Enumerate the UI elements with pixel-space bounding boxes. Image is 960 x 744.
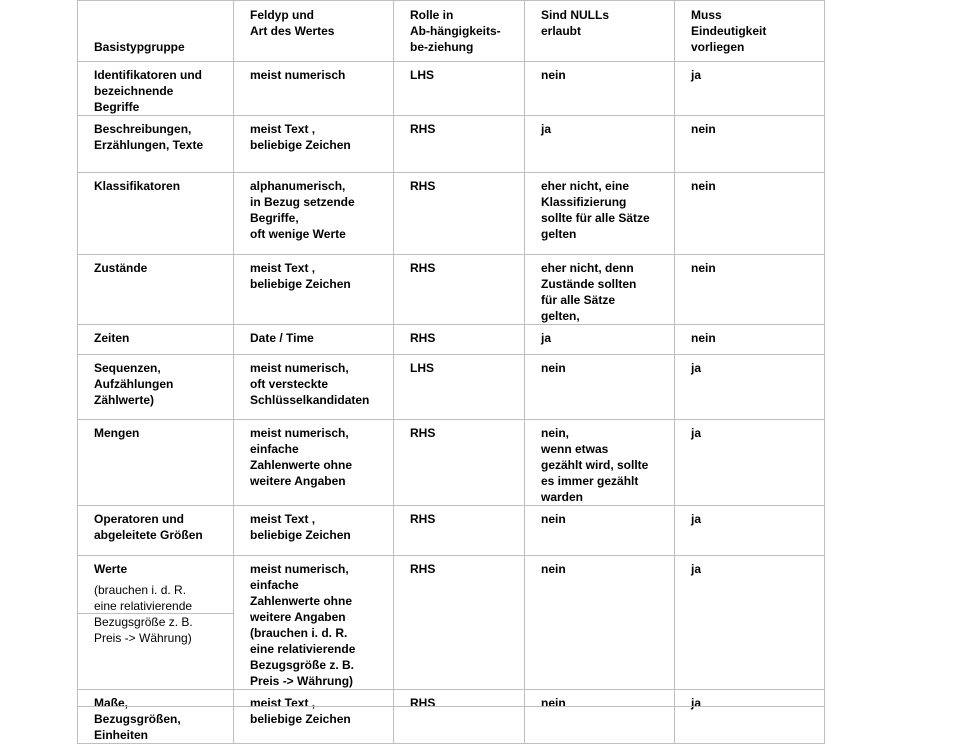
cell-text: nein	[691, 261, 716, 275]
cell-text: ja	[691, 696, 702, 710]
cell-text: weitere Angaben	[250, 610, 346, 624]
werte-note-part2: Bezugsgröße z. B. Preis -> Währung)	[94, 615, 193, 645]
header-basistypgruppe: Basistypgruppe	[78, 1, 234, 62]
cell-text: Schlüsselkandidaten	[250, 393, 370, 407]
nulls-cell	[525, 506, 675, 556]
cell-text: ja	[691, 562, 702, 576]
table-header-row	[78, 1, 825, 62]
cell-text: meist numerisch	[250, 68, 346, 82]
basistypgruppe-cell	[78, 116, 234, 173]
cell-text: Werte	[94, 562, 128, 576]
cell-text: meist Text ,	[250, 122, 316, 136]
cell-text: RHS	[410, 122, 436, 136]
cell-text: beliebige Zeichen	[250, 712, 351, 726]
cell-text: (brauchen i. d. R.	[250, 626, 348, 640]
table-bottom-rule	[77, 706, 824, 707]
cell-text: Zustände sollten	[541, 277, 637, 291]
cell-text: ja	[691, 426, 702, 440]
eindeutigkeit-cell	[675, 355, 825, 420]
cell-text: meist numerisch,	[250, 426, 349, 440]
eindeutigkeit-cell	[675, 420, 825, 506]
table-body	[78, 62, 825, 744]
cell-text: Zeiten	[94, 331, 130, 345]
nulls-cell	[525, 325, 675, 355]
nulls-cell	[525, 355, 675, 420]
cell-text: alphanumerisch,	[250, 179, 346, 193]
basistypgruppe-cell	[78, 690, 234, 744]
cell-text: oft wenige Werte	[250, 227, 346, 241]
table-row	[78, 355, 825, 420]
cell-text: sollte für alle Sätze	[541, 211, 650, 225]
cell-text: nein	[541, 68, 566, 82]
cell-text: Date / Time	[250, 331, 314, 345]
cell-text: weitere Angaben	[250, 474, 346, 488]
cell-text: bezeichnende	[94, 84, 174, 98]
table-row	[78, 690, 825, 744]
rolle-cell	[394, 173, 525, 255]
basistypgruppe-cell	[78, 556, 234, 690]
cell-text: Zahlenwerte ohne	[250, 594, 353, 608]
cell-text: RHS	[410, 331, 436, 345]
cell-text: meist numerisch,	[250, 361, 349, 375]
cell-text: Maße,	[94, 696, 129, 710]
nulls-cell	[525, 690, 675, 744]
cell-text: beliebige Zeichen	[250, 138, 351, 152]
cell-text: Mengen	[94, 426, 140, 440]
cell-text: nein	[691, 179, 716, 193]
cell-text: warden	[541, 490, 584, 504]
cell-text: gezählt wird, sollte	[541, 458, 649, 472]
cell-text: ja	[541, 122, 552, 136]
cell-text: RHS	[410, 426, 436, 440]
cell-text: nein	[541, 562, 566, 576]
cell-text: Preis -> Währung)	[250, 674, 354, 688]
basistypgruppe-cell	[78, 62, 234, 116]
nulls-cell	[525, 420, 675, 506]
cell-text: ja	[691, 361, 702, 375]
nulls-cell	[525, 255, 675, 325]
cell-text: eher nicht, denn	[541, 261, 634, 275]
table-row	[78, 255, 825, 325]
table-row	[78, 420, 825, 506]
feldtyp-cell	[234, 506, 394, 556]
cell-text: in Bezug setzende	[250, 195, 355, 209]
eindeutigkeit-cell	[675, 173, 825, 255]
cell-text: gelten	[541, 227, 577, 241]
header-rolle: Rolle in Ab-hängigkeits- be-ziehung	[394, 1, 525, 62]
cell-text: ja	[541, 331, 552, 345]
feldtyp-cell	[234, 420, 394, 506]
eindeutigkeit-cell	[675, 325, 825, 355]
cell-text: nein	[541, 696, 566, 710]
cell-text: meist Text ,	[250, 696, 316, 710]
rolle-cell	[394, 556, 525, 690]
cell-text: Beschreibungen,	[94, 122, 192, 136]
cell-text: meist Text ,	[250, 512, 316, 526]
cell-text: meist numerisch,	[250, 562, 349, 576]
cell-text: Zählwerte)	[94, 393, 155, 407]
feldtyp-cell	[234, 690, 394, 744]
basistypgruppe-cell	[78, 355, 234, 420]
cell-text: Aufzählungen	[94, 377, 174, 391]
cell-text: wenn etwas	[541, 442, 609, 456]
cell-text: oft versteckte	[250, 377, 329, 391]
table-row	[78, 173, 825, 255]
cell-text: ja	[691, 68, 702, 82]
feldtyp-cell	[234, 62, 394, 116]
cell-text: es immer gezählt	[541, 474, 639, 488]
cell-text: LHS	[410, 361, 434, 375]
basistypgruppe-cell	[78, 325, 234, 355]
cell-text: RHS	[410, 179, 436, 193]
nulls-cell	[525, 173, 675, 255]
cell-text: LHS	[410, 68, 434, 82]
header-nulls: Sind NULLs erlaubt	[525, 1, 675, 62]
cell-text: RHS	[410, 261, 436, 275]
cell-text: RHS	[410, 512, 436, 526]
cell-text: Bezugsgrößen,	[94, 712, 181, 726]
eindeutigkeit-cell	[675, 255, 825, 325]
feldtyp-cell	[234, 355, 394, 420]
table-row	[78, 556, 825, 690]
cell-text: nein	[541, 512, 566, 526]
basistypgruppe-cell	[78, 173, 234, 255]
rolle-cell	[394, 255, 525, 325]
cell-text: Einheiten	[94, 728, 149, 742]
werte-note-part1: (brauchen i. d. R. eine relativierende	[94, 583, 193, 613]
cell-text: Operatoren und	[94, 512, 185, 526]
cell-text: einfache	[250, 442, 299, 456]
cell-text: nein	[691, 331, 716, 345]
cell-text: nein	[691, 122, 716, 136]
table-row	[78, 325, 825, 355]
rolle-cell	[394, 116, 525, 173]
cell-text: beliebige Zeichen	[250, 528, 351, 542]
cell-text: Begriffe	[94, 100, 140, 114]
cell-text: meist Text ,	[250, 261, 316, 275]
basistypgruppe-cell	[78, 255, 234, 325]
feldtyp-cell	[234, 556, 394, 690]
cell-text: nein	[541, 361, 566, 375]
cell-text: RHS	[410, 562, 436, 576]
cell-text: Klassifizierung	[541, 195, 627, 209]
table-row	[78, 116, 825, 173]
cell-text: Sequenzen,	[94, 361, 161, 375]
nulls-cell	[525, 556, 675, 690]
feldtyp-cell	[234, 173, 394, 255]
cell-text: Klassifikatoren	[94, 179, 181, 193]
basistyp-table	[77, 0, 825, 744]
basistypgruppe-cell	[78, 420, 234, 506]
rolle-cell	[394, 355, 525, 420]
header-eindeutigkeit: Muss Eindeutigkeit vorliegen	[675, 1, 825, 62]
cell-text: Zustände	[94, 261, 148, 275]
cell-text: RHS	[410, 696, 436, 710]
rolle-cell	[394, 325, 525, 355]
eindeutigkeit-cell	[675, 556, 825, 690]
table-row	[78, 506, 825, 556]
rolle-cell	[394, 62, 525, 116]
eindeutigkeit-cell	[675, 62, 825, 116]
eindeutigkeit-cell	[675, 506, 825, 556]
cell-text: beliebige Zeichen	[250, 277, 351, 291]
cell-text: gelten,	[541, 309, 580, 323]
rolle-cell	[394, 506, 525, 556]
cell-text: eher nicht, eine	[541, 179, 630, 193]
eindeutigkeit-cell	[675, 690, 825, 744]
cell-text: nein,	[541, 426, 570, 440]
rolle-cell	[394, 690, 525, 744]
feldtyp-cell	[234, 325, 394, 355]
eindeutigkeit-cell	[675, 116, 825, 173]
feldtyp-cell	[234, 116, 394, 173]
cell-text: für alle Sätze	[541, 293, 616, 307]
cell-text: Bezugsgröße z. B.	[250, 658, 355, 672]
table-row	[78, 62, 825, 116]
rolle-cell	[394, 420, 525, 506]
cell-text: eine relativierende	[250, 642, 356, 656]
basistypgruppe-cell	[78, 506, 234, 556]
cell-text: Identifikatoren und	[94, 68, 202, 82]
cell-text: Erzählungen, Texte	[94, 138, 204, 152]
cell-text: einfache	[250, 578, 299, 592]
cell-text: ja	[691, 512, 702, 526]
cell-text: Begriffe,	[250, 211, 299, 225]
nulls-cell	[525, 62, 675, 116]
cell-text: abgeleitete Größen	[94, 528, 203, 542]
header-feldtyp: Feldyp und Art des Wertes	[234, 1, 394, 62]
nulls-cell	[525, 116, 675, 173]
cell-text: Zahlenwerte ohne	[250, 458, 353, 472]
feldtyp-cell	[234, 255, 394, 325]
